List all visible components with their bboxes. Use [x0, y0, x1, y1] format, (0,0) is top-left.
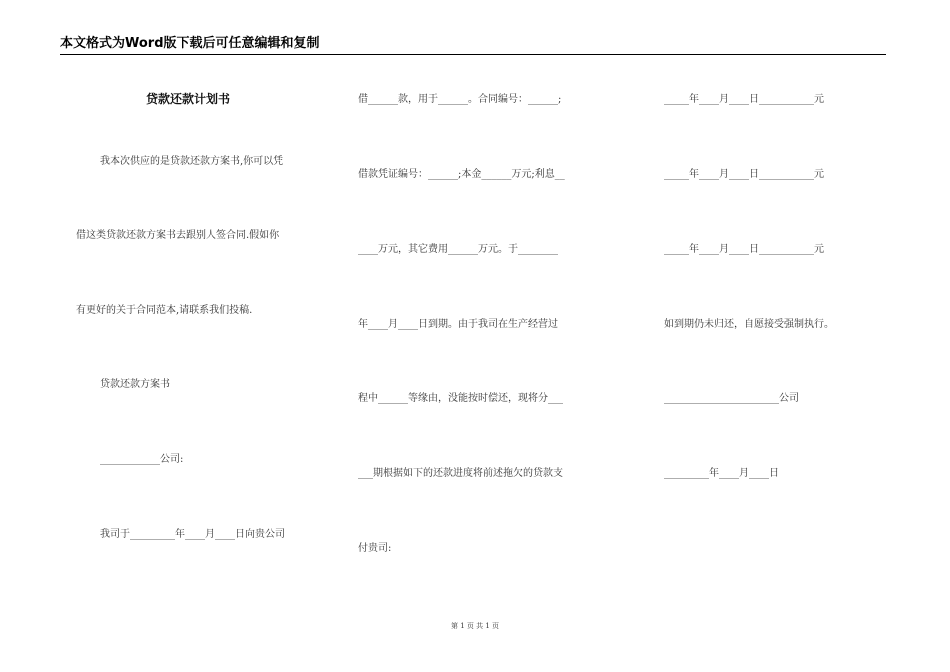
- page-header: [60, 36, 886, 55]
- paragraph-line: ___期根据如下的还款进度将前述拖欠的贷款支: [358, 468, 563, 479]
- paragraph-line: 借这类贷款还款方案书去跟别人签合同.假如你: [76, 230, 280, 241]
- page-footer: 第 1 页 共 1 页: [450, 622, 500, 630]
- paragraph-line: 我司于_________年____月____日向贵公司: [100, 529, 285, 540]
- document-title: 贷款还款计划书: [146, 92, 231, 106]
- paragraph-line: 借______款，用于______。合同编号：______;: [358, 94, 562, 105]
- addressee-line: ____________公司:: [100, 454, 184, 465]
- signature-company-line: _______________________公司: [664, 393, 799, 404]
- schedule-line: _____年____月____日___________元: [664, 244, 824, 255]
- paragraph-line: 程中______等缘由，没能按时偿还，现将分___: [358, 393, 563, 404]
- paragraph-line: ____万元，其它费用______万元。于________: [358, 244, 558, 255]
- signature-date-line: _________年____月____日: [664, 468, 779, 479]
- paragraph-line: 我本次供应的是贷款还款方案书,你可以凭: [100, 156, 284, 167]
- header-text: 本文格式为Word版下载后可任意编辑和复制: [60, 36, 320, 51]
- section-heading: 贷款还款方案书: [100, 379, 170, 390]
- paragraph-line: 如到期仍未归还，自愿接受强制执行。: [664, 319, 834, 330]
- schedule-line: _____年____月____日___________元: [664, 94, 824, 105]
- schedule-line: _____年____月____日___________元: [664, 169, 824, 180]
- paragraph-line: 有更好的关于合同范本,请联系我们投稿.: [76, 305, 253, 316]
- paragraph-line: 年____月____日到期。由于我司在生产经营过: [358, 319, 558, 330]
- paragraph-line: 付贵司:: [358, 543, 392, 554]
- paragraph-line: 借款凭证编号：______;本金______万元;利息__: [358, 169, 565, 180]
